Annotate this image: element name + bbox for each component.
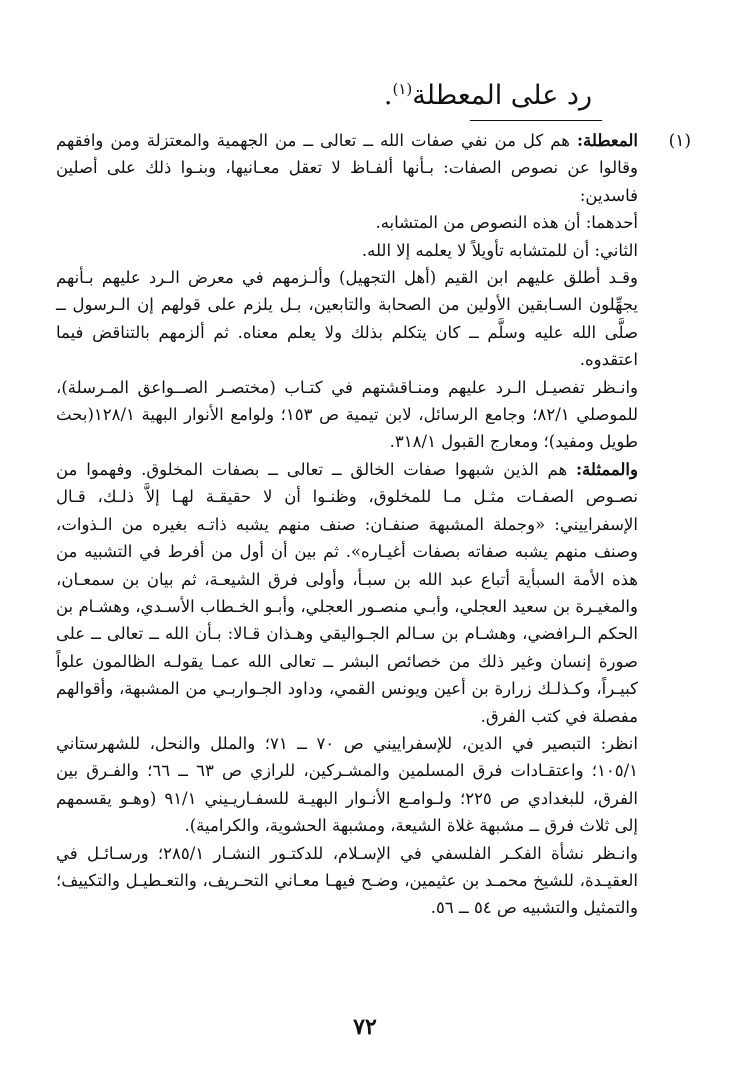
footnote-paragraph: [56, 127, 638, 209]
footnote-paragraph: [56, 237, 638, 264]
footnote-text: وقـد أطلق عليهم ابن القيم (أهل التجهيل) وألـزمهم في معرض الـرد عليهم بـأنهم يجهِّلون السـابقين الأولين من الصحابة والتابعين، بـل يلزم على قولهم إن الـرسول ــ صلَّى الله عليه وسلَّم ــ كان يتكلم بذلك ولا يعلم معناه. ثم ألزمهم بالتناقض فيما اعتقدوه.: [56, 268, 638, 370]
footnote-text: هم كل من نفي صفات الله ــ تعالى ــ من الجهمية والمعتزلة ومن وافقهم وقالوا عن نصوص الصفات: بـأنها ألفـاظ لا تعقل معـانيها، وبنـوا ذلك على أصلين فاسدين:: [56, 131, 638, 205]
page-number: ٧٢: [353, 1014, 377, 1040]
footnote-paragraph: [56, 264, 638, 374]
heading-title: رد على المعطلة: [412, 80, 592, 111]
footnote-term: المعطلة:: [576, 131, 638, 150]
footnote-term: والممثلة:: [575, 459, 638, 479]
footnote-body: [56, 127, 638, 922]
heading-end-mark: .: [383, 80, 393, 111]
footnote-text: الثاني: أن للمتشابه تأويلاً لا يعلمه إلا الله.: [361, 240, 638, 260]
footnote-text: هم الذين شبهوا صفات الخالق ــ تعالى ــ بصفات المخلوق. وفهموا من نصـوص الصفـات مثـل مـا للمخلوق، وظنـوا أن لا حقيقـة لهـا إلاَّ ذلـك، قـال الإسفراييني: «وجملة المشبهة صنفـان: صنف منهم يشبه ذاتـه بغيره من الـذوات، وصنف منهم يشبه صفاته بصفات أغيـاره». ثم بين أن أول من أفرط في التشبيه من هذه الأمة السبأية أتباع عبد الله بن سبـأ، وأولى فرق الشيعـة، ثم بيان بن سمعـان، والمغيـرة بن سعيد العجلي، وأبـي منصـور العجلي، وأبـو الخـطاب الأسـدي، وهشـام بن الحكم الـرافضي، وهشـام بن سـالم الجـواليقي وهـذان قـالا: بـأن الله ــ تعالى ــ على صورة إنسان وغير ذلك من خصائص البشر ــ تعالى الله عمـا يقولـه الظالمون علواً كبيـراً، وكـذلـك زرارة بن أعين ويونس القمي، وداود الجـواربـي من المشبهة، وأقوالهم مفصلة في كتب الفرق.: [56, 459, 638, 726]
footnote-text: وانـظر نشأة الفكـر الفلسفي في الإسـلام، للدكتـور النشـار ٢٨٥/١؛ ورسـائـل في العقيـدة، للشيخ محمـد بن عثيمين، وضـح فيهـا معـاني التحـريف، والتعـطيـل والتكييف؛ والتمثيل والتشبيه ص ٥٤ ــ ٥٦.: [56, 843, 638, 918]
section-heading: [384, 78, 592, 114]
footnote-text: انظر: التبصير في الدين، للإسفراييني ص ٧٠ ــ ٧١؛ والملل والنحل، للشهرستاني ١٠٥/١؛ واعتقـادات فرق المسلمين والمشـركين، للرازي ص ٦٣ ــ ٦٦؛ والفـرق بين الفرق، للبغدادي ص ٢٢٥؛ ولـوامـع الأنـوار البهيـة للسفـاريـيني ٩١/١ (وهـو يقسمهم إلى ثلاث فرق ــ مشبهة غلاة الشيعة، ومشبهة الحشوية، والكرامية).: [56, 733, 638, 836]
footnote-number: (١): [668, 131, 691, 151]
footnote-paragraph: [56, 456, 638, 730]
footnote-paragraph: [56, 840, 638, 922]
footnote-text: وانـظر تفصيـل الـرد عليهم ومنـاقشتهم في كتـاب (مختصـر الصــواعق المـرسلة)، للموصلي ٨٢/١؛ وجامع الرسائل، لابن تيمية ص ١٥٣؛ ولوامع الأنوار البهية ١٢٨/١(بحث طويل ومفيد)؛ ومعارج القبول ٣١٨/١.: [56, 377, 638, 452]
footnote-paragraph: [56, 730, 638, 840]
heading-underline: [470, 120, 602, 121]
footnote-paragraph: [56, 374, 638, 456]
heading-note-marker: (١): [392, 80, 413, 98]
footnote-paragraph: [56, 209, 638, 236]
footnote-text: أحدهما: أن هذه النصوص من المتشابه.: [375, 213, 638, 233]
